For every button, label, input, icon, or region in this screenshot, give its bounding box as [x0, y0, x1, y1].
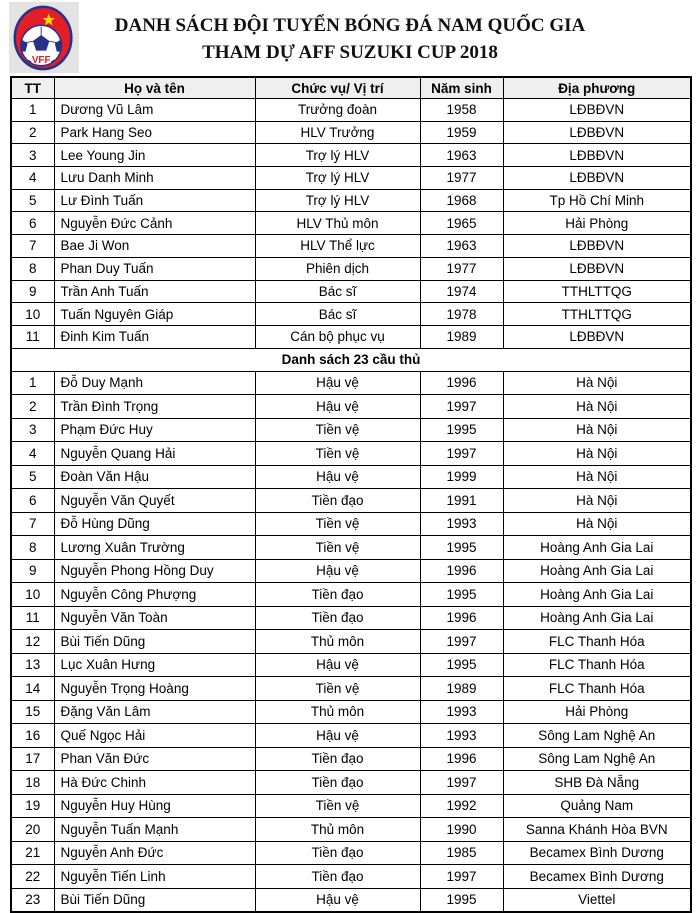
- roster-table: [10, 76, 692, 913]
- cell-name: Đặng Văn Lâm: [54, 700, 255, 724]
- cell-year: 1996: [420, 371, 503, 395]
- cell-tt: 22: [11, 865, 54, 889]
- cell-role: Hậu vệ: [255, 888, 420, 912]
- cell-tt: 17: [11, 747, 54, 771]
- cell-year: 1997: [420, 395, 503, 419]
- cell-place: Hoàng Anh Gia Lai: [503, 559, 691, 583]
- cell-place: FLC Thanh Hóa: [503, 677, 691, 701]
- cell-year: 1989: [420, 677, 503, 701]
- cell-year: 1990: [420, 818, 503, 842]
- cell-name: Lương Xuân Trường: [54, 536, 255, 560]
- cell-place: LĐBĐVN: [503, 235, 691, 258]
- cell-place: Tp Hồ Chí Minh: [503, 189, 691, 212]
- section-header-label: Danh sách 23 cầu thủ: [11, 348, 691, 371]
- cell-year: 1995: [420, 536, 503, 560]
- cell-tt: 8: [11, 257, 54, 280]
- cell-role: Tiền vệ: [255, 536, 420, 560]
- table-row: [11, 818, 691, 842]
- title-line-2: THAM DỰ AFF SUZUKI CUP 2018: [202, 42, 498, 63]
- table-row: [11, 371, 691, 395]
- table-row: [11, 559, 691, 583]
- cell-tt: 5: [11, 465, 54, 489]
- cell-name: Nguyễn Văn Quyết: [54, 489, 255, 513]
- cell-name: Lư Đình Tuấn: [54, 189, 255, 212]
- cell-role: Tiền đạo: [255, 771, 420, 795]
- cell-role: Trợ lý HLV: [255, 167, 420, 190]
- cell-name: Phan Duy Tuấn: [54, 257, 255, 280]
- cell-role: HLV Trưởng: [255, 121, 420, 144]
- table-row: [11, 888, 691, 912]
- staff-section: [11, 99, 691, 349]
- cell-place: Hà Nội: [503, 512, 691, 536]
- cell-tt: 13: [11, 653, 54, 677]
- cell-role: Tiền vệ: [255, 512, 420, 536]
- cell-place: Quảng Nam: [503, 794, 691, 818]
- table-row: [11, 325, 691, 348]
- cell-place: Sanna Khánh Hòa BVN: [503, 818, 691, 842]
- cell-role: HLV Thể lực: [255, 235, 420, 258]
- cell-year: 1993: [420, 700, 503, 724]
- cell-tt: 14: [11, 677, 54, 701]
- cell-place: Becamex Bình Dương: [503, 841, 691, 865]
- cell-name: Đinh Kim Tuấn: [54, 325, 255, 348]
- cell-tt: 12: [11, 630, 54, 654]
- cell-year: 1996: [420, 559, 503, 583]
- cell-name: Bae Ji Won: [54, 235, 255, 258]
- cell-tt: 11: [11, 606, 54, 630]
- header-role: Chức vụ/ Vị trí: [255, 77, 420, 99]
- cell-tt: 6: [11, 212, 54, 235]
- cell-place: Hà Nội: [503, 465, 691, 489]
- cell-tt: 16: [11, 724, 54, 748]
- table-row: [11, 212, 691, 235]
- cell-year: 1977: [420, 257, 503, 280]
- cell-year: 1974: [420, 280, 503, 303]
- cell-name: Phan Văn Đức: [54, 747, 255, 771]
- cell-role: HLV Thủ môn: [255, 212, 420, 235]
- cell-tt: 5: [11, 189, 54, 212]
- cell-role: Thủ môn: [255, 630, 420, 654]
- table-row: [11, 794, 691, 818]
- cell-place: Hà Nội: [503, 489, 691, 513]
- cell-place: LĐBĐVN: [503, 325, 691, 348]
- cell-name: Bùi Tiến Dũng: [54, 888, 255, 912]
- cell-role: Tiền đạo: [255, 841, 420, 865]
- table-row: [11, 167, 691, 190]
- cell-name: Nguyễn Phong Hồng Duy: [54, 559, 255, 583]
- header-place: Địa phương: [503, 77, 691, 99]
- document-header: [0, 0, 700, 76]
- cell-tt: 15: [11, 700, 54, 724]
- cell-place: Sông Lam Nghệ An: [503, 747, 691, 771]
- cell-role: Thủ môn: [255, 700, 420, 724]
- cell-place: SHB Đà Nẵng: [503, 771, 691, 795]
- cell-year: 1968: [420, 189, 503, 212]
- cell-place: Hà Nội: [503, 371, 691, 395]
- table-row: [11, 630, 691, 654]
- cell-year: 1978: [420, 303, 503, 326]
- cell-tt: 10: [11, 303, 54, 326]
- cell-year: 1959: [420, 121, 503, 144]
- cell-place: Hoàng Anh Gia Lai: [503, 606, 691, 630]
- cell-place: TTHLTTQG: [503, 303, 691, 326]
- cell-tt: 1: [11, 371, 54, 395]
- cell-name: Nguyễn Tiến Linh: [54, 865, 255, 889]
- cell-place: Hoàng Anh Gia Lai: [503, 583, 691, 607]
- cell-place: LĐBĐVN: [503, 144, 691, 167]
- table-row: [11, 235, 691, 258]
- header-tt: TT: [11, 77, 54, 99]
- table-row: [11, 724, 691, 748]
- cell-name: Phạm Đức Huy: [54, 418, 255, 442]
- cell-name: Bùi Tiến Dũng: [54, 630, 255, 654]
- cell-year: 1995: [420, 583, 503, 607]
- cell-role: Hậu vệ: [255, 371, 420, 395]
- table-header: [11, 77, 691, 99]
- cell-place: Hà Nội: [503, 442, 691, 466]
- cell-year: 1991: [420, 489, 503, 513]
- cell-year: 1963: [420, 144, 503, 167]
- cell-place: FLC Thanh Hóa: [503, 630, 691, 654]
- table-row: [11, 121, 691, 144]
- cell-tt: 23: [11, 888, 54, 912]
- cell-tt: 9: [11, 559, 54, 583]
- cell-tt: 6: [11, 489, 54, 513]
- cell-name: Lục Xuân Hưng: [54, 653, 255, 677]
- cell-role: Trợ lý HLV: [255, 144, 420, 167]
- cell-place: LĐBĐVN: [503, 257, 691, 280]
- cell-tt: 11: [11, 325, 54, 348]
- cell-role: Thủ môn: [255, 818, 420, 842]
- cell-year: 1997: [420, 771, 503, 795]
- cell-role: Tiền đạo: [255, 489, 420, 513]
- cell-year: 1992: [420, 794, 503, 818]
- cell-name: Quế Ngọc Hải: [54, 724, 255, 748]
- table-row: [11, 418, 691, 442]
- table-row: [11, 700, 691, 724]
- vff-logo-label: VFF: [31, 54, 51, 66]
- cell-place: LĐBĐVN: [503, 99, 691, 122]
- cell-tt: 7: [11, 235, 54, 258]
- cell-year: 1997: [420, 442, 503, 466]
- cell-place: FLC Thanh Hóa: [503, 653, 691, 677]
- cell-name: Nguyễn Tuấn Mạnh: [54, 818, 255, 842]
- header-row: [11, 77, 691, 99]
- cell-role: Tiền vệ: [255, 794, 420, 818]
- cell-role: Hậu vệ: [255, 395, 420, 419]
- cell-year: 1995: [420, 653, 503, 677]
- cell-name: Đỗ Hùng Dũng: [54, 512, 255, 536]
- cell-year: 1993: [420, 724, 503, 748]
- cell-year: 1995: [420, 418, 503, 442]
- header-year: Năm sinh: [420, 77, 503, 99]
- cell-tt: 4: [11, 167, 54, 190]
- cell-place: Hoàng Anh Gia Lai: [503, 536, 691, 560]
- cell-name: Nguyễn Đức Cảnh: [54, 212, 255, 235]
- cell-name: Nguyễn Huy Hùng: [54, 794, 255, 818]
- cell-place: Hà Nội: [503, 395, 691, 419]
- cell-year: 1997: [420, 630, 503, 654]
- cell-role: Hậu vệ: [255, 559, 420, 583]
- cell-place: Hải Phòng: [503, 700, 691, 724]
- table-row: [11, 303, 691, 326]
- cell-role: Phiên dịch: [255, 257, 420, 280]
- cell-tt: 4: [11, 442, 54, 466]
- cell-role: Hậu vệ: [255, 465, 420, 489]
- cell-role: Tiền vệ: [255, 677, 420, 701]
- table-row: [11, 747, 691, 771]
- table-row: [11, 606, 691, 630]
- cell-tt: 20: [11, 818, 54, 842]
- cell-year: 1965: [420, 212, 503, 235]
- cell-place: Hà Nội: [503, 418, 691, 442]
- cell-tt: 1: [11, 99, 54, 122]
- cell-name: Tuấn Nguyên Giáp: [54, 303, 255, 326]
- cell-tt: 10: [11, 583, 54, 607]
- table-row: [11, 395, 691, 419]
- cell-name: Trần Đình Trọng: [54, 395, 255, 419]
- cell-name: Nguyễn Anh Đức: [54, 841, 255, 865]
- table-row: [11, 583, 691, 607]
- cell-name: Lưu Danh Minh: [54, 167, 255, 190]
- cell-place: Viettel: [503, 888, 691, 912]
- cell-role: Tiền vệ: [255, 418, 420, 442]
- cell-name: Nguyễn Công Phượng: [54, 583, 255, 607]
- cell-name: Đỗ Duy Mạnh: [54, 371, 255, 395]
- cell-role: Cán bộ phục vụ: [255, 325, 420, 348]
- cell-name: Dương Vũ Lâm: [54, 99, 255, 122]
- table-row: [11, 280, 691, 303]
- cell-year: 1958: [420, 99, 503, 122]
- cell-role: Tiền đạo: [255, 865, 420, 889]
- table-row: [11, 653, 691, 677]
- table-row: [11, 512, 691, 536]
- cell-tt: 8: [11, 536, 54, 560]
- cell-tt: 9: [11, 280, 54, 303]
- cell-role: Tiền vệ: [255, 442, 420, 466]
- cell-year: 1963: [420, 235, 503, 258]
- cell-role: Tiền đạo: [255, 747, 420, 771]
- page-title: [0, 12, 700, 66]
- cell-name: Hà Đức Chinh: [54, 771, 255, 795]
- cell-role: Trợ lý HLV: [255, 189, 420, 212]
- cell-name: Nguyễn Trọng Hoàng: [54, 677, 255, 701]
- cell-role: Tiền đạo: [255, 583, 420, 607]
- cell-tt: 3: [11, 418, 54, 442]
- cell-tt: 21: [11, 841, 54, 865]
- cell-year: 1996: [420, 606, 503, 630]
- header-name: Họ và tên: [54, 77, 255, 99]
- cell-tt: 19: [11, 794, 54, 818]
- cell-place: LĐBĐVN: [503, 121, 691, 144]
- table-row: [11, 771, 691, 795]
- cell-year: 1999: [420, 465, 503, 489]
- cell-year: 1996: [420, 747, 503, 771]
- table-row: [11, 99, 691, 122]
- table-row: [11, 865, 691, 889]
- cell-place: Hải Phòng: [503, 212, 691, 235]
- cell-tt: 2: [11, 121, 54, 144]
- table-row: [11, 442, 691, 466]
- cell-name: Nguyễn Quang Hải: [54, 442, 255, 466]
- table-row: [11, 465, 691, 489]
- cell-year: 1993: [420, 512, 503, 536]
- cell-role: Trưởng đoàn: [255, 99, 420, 122]
- cell-tt: 3: [11, 144, 54, 167]
- cell-place: Sông Lam Nghệ An: [503, 724, 691, 748]
- cell-role: Tiền đạo: [255, 606, 420, 630]
- table-row: [11, 841, 691, 865]
- cell-role: Bác sĩ: [255, 280, 420, 303]
- cell-year: 1995: [420, 888, 503, 912]
- cell-role: Bác sĩ: [255, 303, 420, 326]
- table-row: [11, 677, 691, 701]
- cell-place: LĐBĐVN: [503, 167, 691, 190]
- players-section: [11, 371, 691, 912]
- cell-place: TTHLTTQG: [503, 280, 691, 303]
- table-row: [11, 536, 691, 560]
- cell-name: Park Hang Seo: [54, 121, 255, 144]
- table-row: [11, 144, 691, 167]
- cell-tt: 2: [11, 395, 54, 419]
- section-divider: [11, 348, 691, 371]
- cell-name: Lee Young Jin: [54, 144, 255, 167]
- cell-year: 1977: [420, 167, 503, 190]
- cell-tt: 18: [11, 771, 54, 795]
- cell-place: Becamex Bình Dương: [503, 865, 691, 889]
- table-row: [11, 189, 691, 212]
- table-row: [11, 489, 691, 513]
- cell-name: Đoàn Văn Hậu: [54, 465, 255, 489]
- cell-tt: 7: [11, 512, 54, 536]
- title-line-1: DANH SÁCH ĐỘI TUYỂN BÓNG ĐÁ NAM QUỐC GIA: [114, 15, 586, 36]
- cell-role: Hậu vệ: [255, 653, 420, 677]
- section-header-row: [11, 348, 691, 371]
- cell-name: Nguyễn Văn Toàn: [54, 606, 255, 630]
- cell-year: 1989: [420, 325, 503, 348]
- table-row: [11, 257, 691, 280]
- cell-role: Hậu vệ: [255, 724, 420, 748]
- cell-year: 1985: [420, 841, 503, 865]
- cell-year: 1997: [420, 865, 503, 889]
- cell-name: Trần Anh Tuấn: [54, 280, 255, 303]
